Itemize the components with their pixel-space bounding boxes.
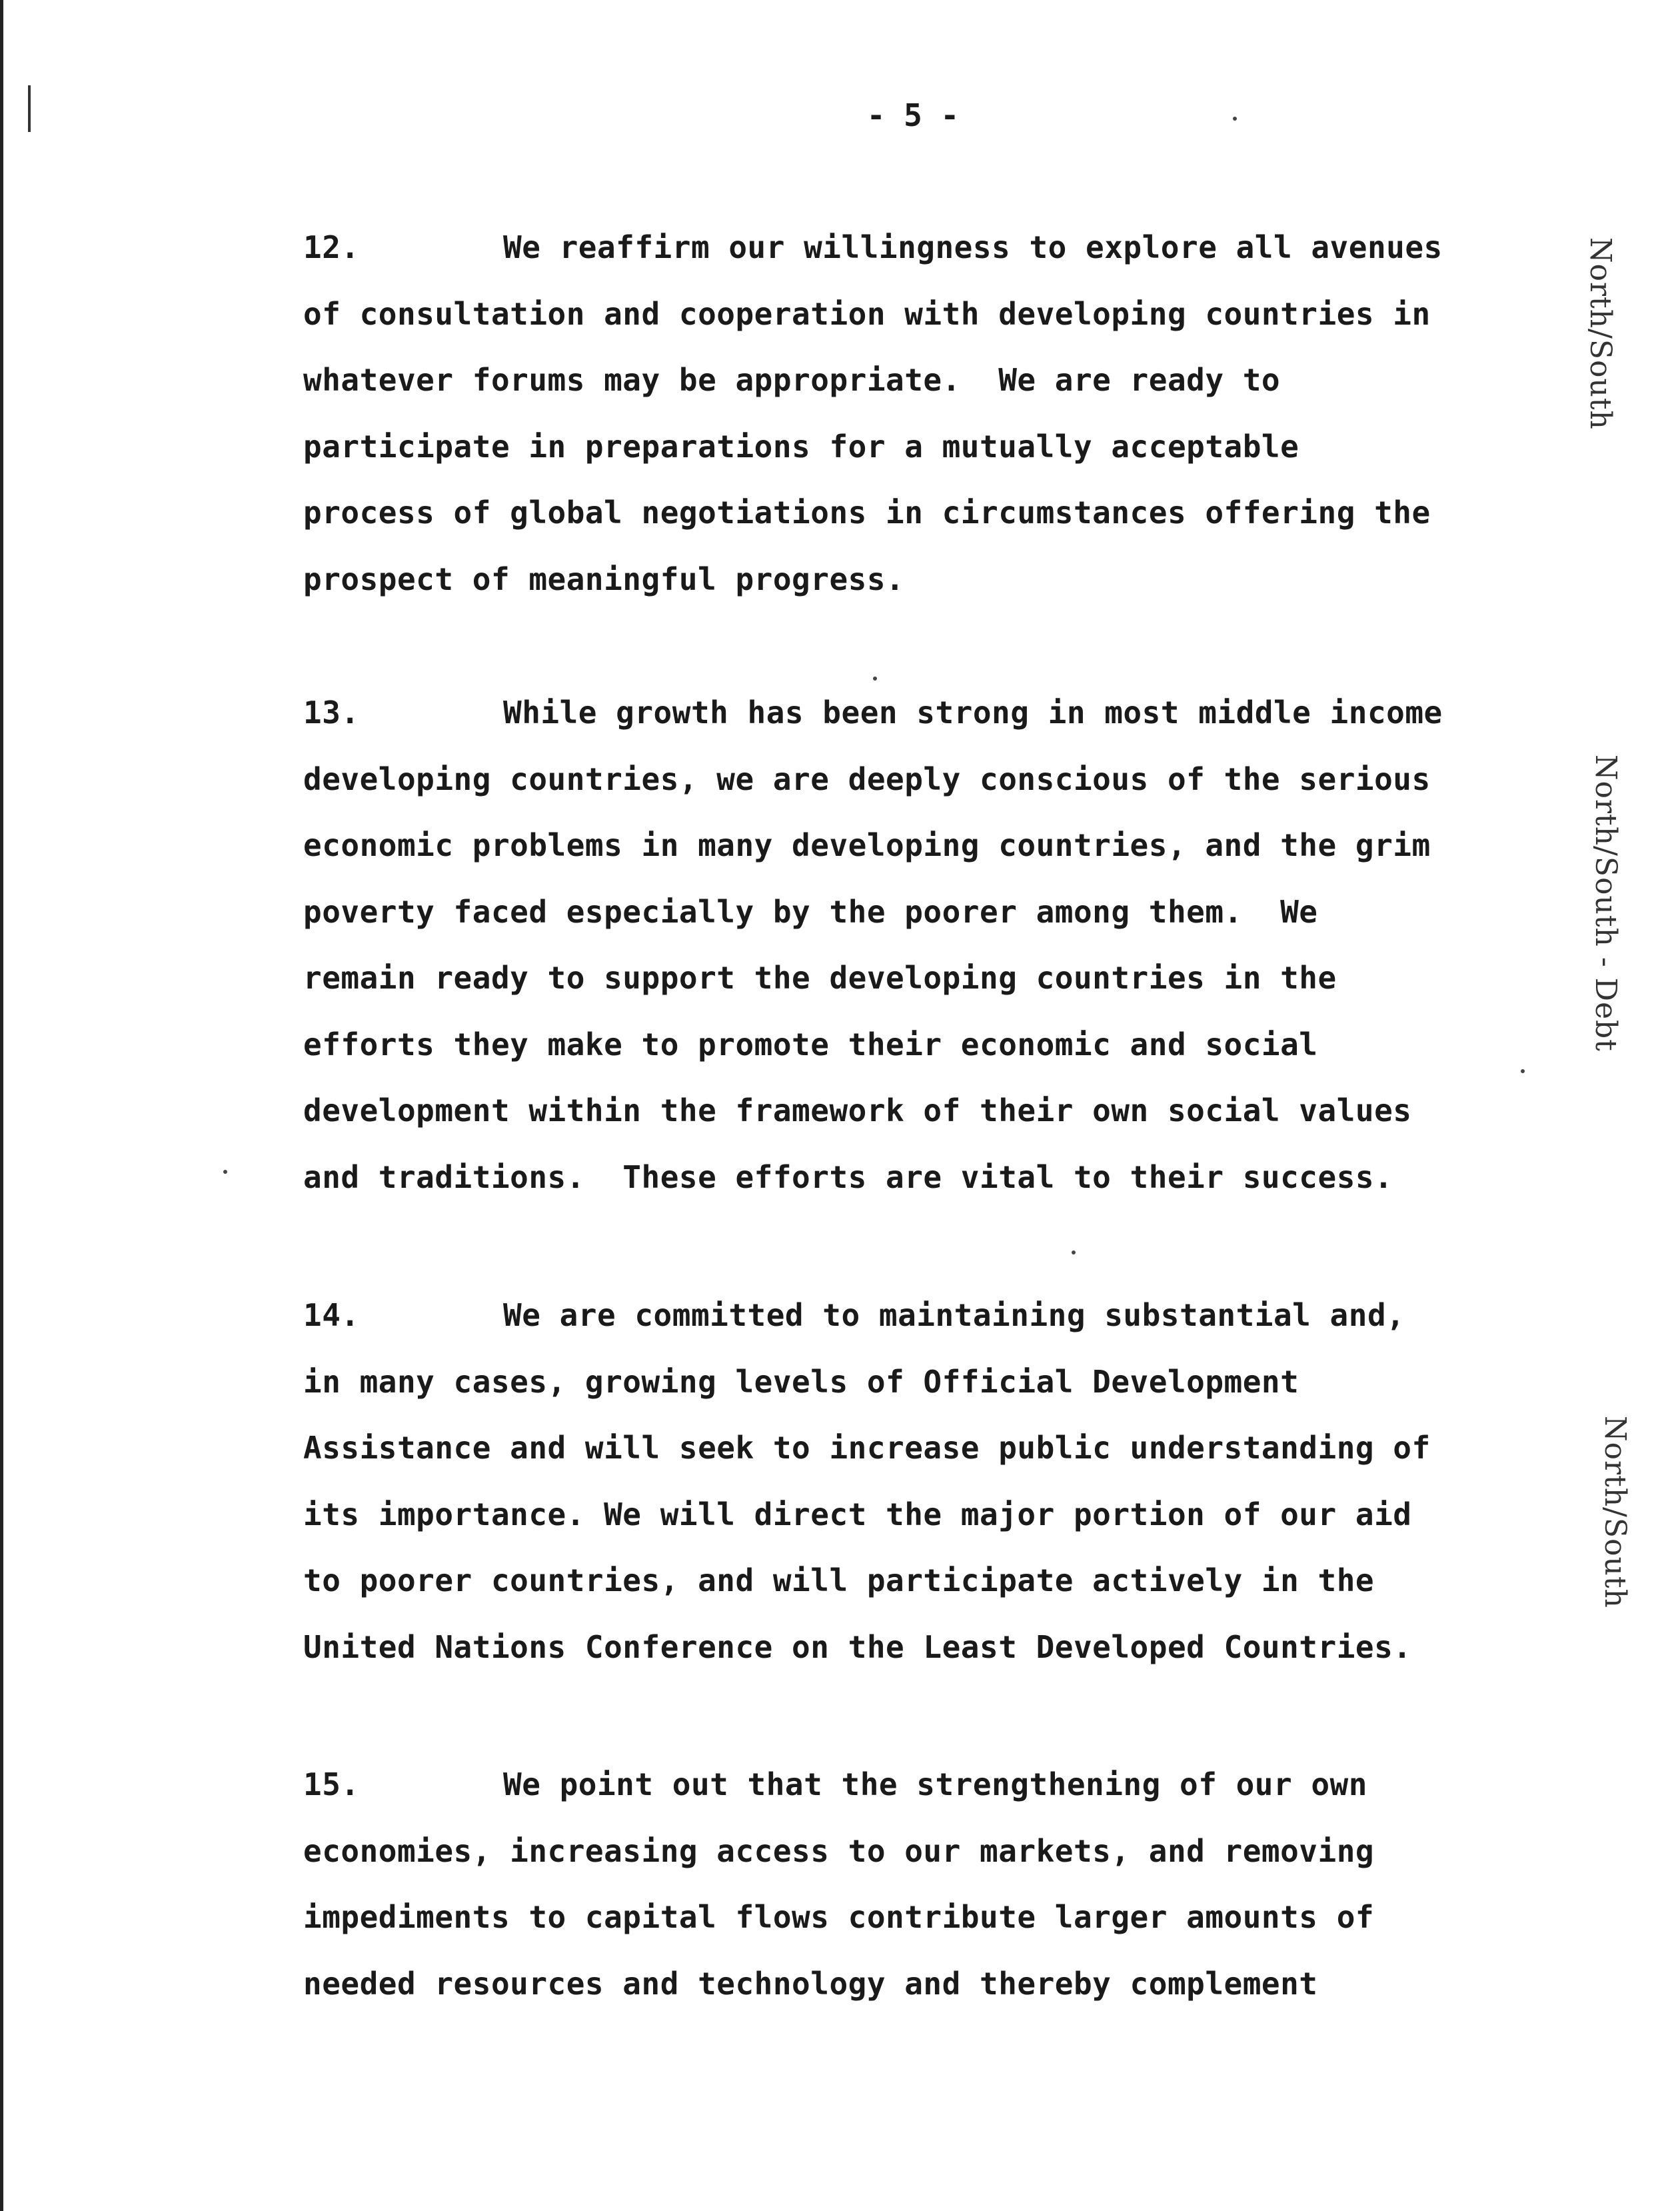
paragraph-line: to poorer countries, and will participate actively in the — [303, 1562, 1375, 1598]
paragraph-line: 15. We point out that the strengthening of our own — [303, 1752, 1543, 1818]
margin-note-north-south-debt: North/South - Debt — [1589, 755, 1623, 1052]
paragraph-line: poverty faced especially by the poorer among them. We — [303, 893, 1318, 930]
left-edge-rule — [0, 0, 3, 2211]
paragraph-line: United Nations Conference on the Least Developed Countries. — [303, 1628, 1412, 1665]
paragraph-line: whatever forums may be appropriate. We are ready to — [303, 362, 1281, 398]
scan-speck — [1072, 1250, 1076, 1254]
paragraph-line: economic problems in many developing countries, and the grim — [303, 827, 1431, 863]
paragraph-15 — [303, 1752, 1543, 2017]
paragraph-line: needed resources and technology and thereby complement — [303, 1965, 1318, 2002]
paragraph-line: 14. We are committed to maintaining substantial and, — [303, 1282, 1543, 1349]
paragraph-number: 12. — [303, 229, 360, 265]
paragraph-12 — [303, 215, 1543, 613]
paragraph-line: impediments to capital flows contribute larger amounts of — [303, 1899, 1375, 1935]
scan-speck — [223, 1170, 227, 1174]
paragraph-line: and traditions. These efforts are vital to their success. — [303, 1158, 1393, 1195]
paragraph-line: in many cases, growing levels of Official Development — [303, 1363, 1299, 1400]
paragraph-14 — [303, 1282, 1543, 1680]
paragraph-line: development within the framework of their own social values — [303, 1093, 1412, 1128]
left-margin-mark — [28, 85, 31, 132]
paragraph-line: prospect of meaningful progress. — [303, 561, 905, 597]
scan-speck — [873, 677, 877, 681]
paragraph-line: of consultation and cooperation with developing countries in — [303, 295, 1431, 332]
paragraph-number: 14. — [303, 1297, 360, 1333]
scan-speck — [1521, 1069, 1525, 1073]
page-number: - 5 - — [866, 97, 960, 133]
paragraph-line: its importance. We will direct the major portion of our aid — [303, 1496, 1412, 1532]
margin-note-north-south: North/South — [1583, 237, 1617, 430]
margin-note-north-south: North/South — [1598, 1416, 1632, 1608]
scan-speck — [1233, 117, 1237, 121]
paragraph-line: process of global negotiations in circumstances offering the — [303, 495, 1431, 531]
paragraph-line: economies, increasing access to our markets, and removing — [303, 1832, 1375, 1869]
paragraph-13 — [303, 680, 1543, 1210]
paragraph-line: participate in preparations for a mutually acceptable — [303, 428, 1299, 465]
paragraph-number: 15. — [303, 1766, 360, 1802]
paragraph-number: 13. — [303, 695, 360, 731]
paragraph-line: efforts they make to promote their economic and social — [303, 1026, 1318, 1063]
paragraph-line: developing countries, we are deeply conscious of the serious — [303, 761, 1431, 797]
paragraph-line: Assistance and will seek to increase public understanding of — [303, 1430, 1431, 1466]
paragraph-line: 13. While growth has been strong in most middle income — [303, 680, 1543, 747]
paragraph-line: remain ready to support the developing countries in the — [303, 960, 1337, 996]
paragraph-line: 12. We reaffirm our willingness to explore all avenues — [303, 215, 1543, 281]
